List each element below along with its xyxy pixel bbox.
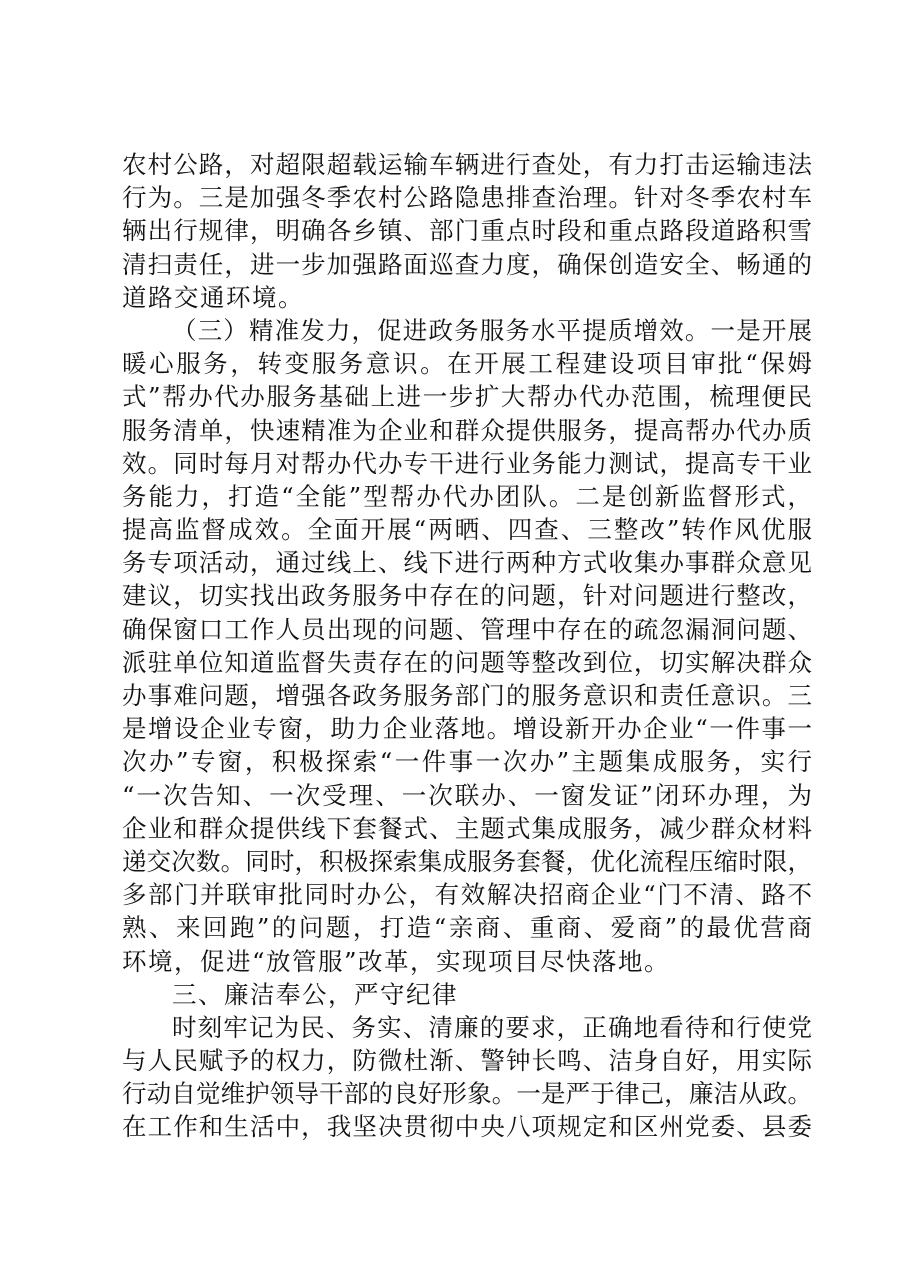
text-line: 多部门并联审批同时办公，有效解决招商企业“门不清、路不: [122, 880, 812, 910]
text-line: （三）精准发力，促进政务服务水平提质增效。一是开展: [172, 315, 812, 345]
text-line: 道路交通环境。: [122, 282, 304, 312]
text-line: 效。同时每月对帮办代办专干进行业务能力测试，提高专干业: [122, 448, 812, 478]
text-line: 辆出行规律，明确各乡镇、部门重点时段和重点路段道路积雪: [122, 216, 812, 246]
text-line: 派驻单位知道监督失责存在的问题等整改到位，切实解决群众: [122, 647, 812, 677]
document-body: [122, 148, 812, 1144]
text-line: 建议，切实找出政务服务中存在的问题，针对问题进行整改，: [122, 581, 812, 611]
text-line: 暖心服务，转变服务意识。在开展工程建设项目审批“保姆: [122, 349, 812, 379]
text-line: 熟、来回跑”的问题，打造“亲商、重商、爱商”的最优营商: [122, 913, 812, 943]
text-line: 服务清单，快速精准为企业和群众提供服务，提高帮办代办质: [122, 415, 812, 445]
text-line: 行为。三是加强冬季农村公路隐患排查治理。针对冬季农村车: [122, 183, 812, 213]
text-line: 时刻牢记为民、务实、清廉的要求，正确地看待和行使党: [172, 1012, 812, 1042]
text-line: 在工作和生活中，我坚决贯彻中央八项规定和区州党委、县委: [122, 1112, 812, 1142]
text-line: 环境，促进“放管服”改革，实现项目尽快落地。: [122, 946, 671, 976]
text-line: 清扫责任，进一步加强路面巡查力度，确保创造安全、畅通的: [122, 249, 812, 279]
text-line: 务能力，打造“全能”型帮办代办团队。二是创新监督形式，: [122, 481, 812, 511]
text-line: 与人民赋予的权力，防微杜渐、警钟长鸣、洁身自好，用实际: [122, 1046, 812, 1076]
text-line: 务专项活动，通过线上、线下进行两种方式收集办事群众意见: [122, 548, 812, 578]
text-line: 提高监督成效。全面开展“两晒、四查、三整改”转作风优服: [122, 515, 812, 545]
text-line: 办事难问题，增强各政务服务部门的服务意识和责任意识。三: [122, 681, 812, 710]
section-heading: 三、廉洁奉公，严守纪律: [172, 979, 458, 1009]
text-line: 式”帮办代办服务基础上进一步扩大帮办代办范围，梳理便民: [122, 382, 812, 412]
text-line: 农村公路，对超限超载运输车辆进行查处，有力打击运输违法: [122, 150, 812, 179]
text-line: 企业和群众提供线下套餐式、主题式集成服务，减少群众材料: [122, 813, 812, 843]
text-line: 是增设企业专窗，助力企业落地。增设新开办企业“一件事一: [122, 714, 812, 744]
text-line: 确保窗口工作人员出现的问题、管理中存在的疏忽漏洞问题、: [122, 614, 812, 644]
text-line: 递交次数。同时，积极探索集成服务套餐，优化流程压缩时限，: [122, 846, 812, 876]
text-line: 次办”专窗，积极探索“一件事一次办”主题集成服务，实行: [122, 747, 812, 777]
text-line: 行动自觉维护领导干部的良好形象。一是严于律己，廉洁从政。: [122, 1079, 812, 1109]
text-line: “一次告知、一次受理、一次联办、一窗发证”闭环办理，为: [122, 780, 812, 810]
